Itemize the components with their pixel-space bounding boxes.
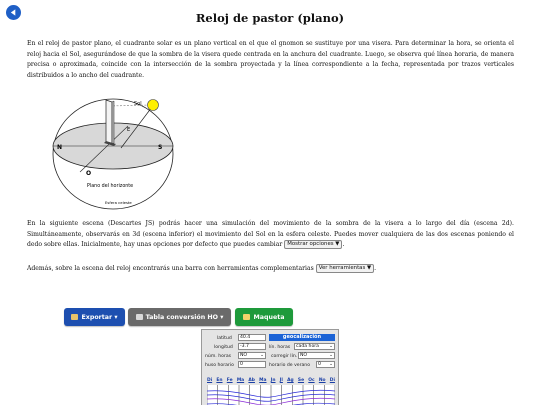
month-7[interactable]: Jl bbox=[279, 378, 283, 383]
shepherd-dial-plane bbox=[106, 100, 112, 144]
page-title: Reloj de pastor (plano) bbox=[195, 11, 345, 25]
month-4[interactable]: Ab bbox=[248, 378, 255, 383]
longitude-label: longitud bbox=[214, 344, 233, 350]
month-10[interactable]: Oc bbox=[308, 378, 315, 383]
conversion-table-label: Tabla conversión HO ▾ bbox=[145, 313, 224, 321]
hour-lines-select[interactable] bbox=[294, 343, 335, 350]
correct-lines-value: NO bbox=[300, 353, 308, 358]
date-lines bbox=[207, 385, 335, 405]
south-label: S bbox=[158, 144, 163, 151]
time-zone-label: huso horario bbox=[205, 362, 234, 368]
export-button[interactable] bbox=[64, 308, 125, 326]
simulation-text: En la siguiente escena (Descartes JS) podrás hacer una simulación del movimiento de la sombra de la visera a lo largo del día (escena 2d). Simultáneamente, observarás en 3d (escena inferior) el movimiento del Sol en la esfera celeste. Puedes mover cualquiera de las dos escenas poniendo el dedo sobre ellas. Inicialmente, hay unas opciones por defecto que puedes cambiar bbox=[27, 220, 514, 249]
sun-label: Sol bbox=[134, 101, 142, 107]
show-options-button[interactable]: Mostrar opciones ▼ bbox=[284, 240, 342, 249]
sundial-diagram bbox=[48, 92, 178, 210]
north-label: N bbox=[57, 144, 63, 151]
show-tools-button[interactable]: Ver herramientas ▼ bbox=[316, 264, 374, 273]
num-hours-label: núm. horas bbox=[205, 353, 232, 359]
chevron-down-icon: ⌄ bbox=[329, 353, 333, 358]
month-5[interactable]: Ma bbox=[259, 378, 267, 383]
latitude-label: latitud bbox=[217, 335, 232, 341]
model-button[interactable] bbox=[235, 308, 293, 326]
month-6[interactable]: Jn bbox=[270, 378, 276, 383]
month-11[interactable]: No bbox=[318, 378, 326, 383]
export-label: Exportar ▾ bbox=[81, 313, 118, 321]
month-2[interactable]: Fe bbox=[226, 378, 233, 383]
longitude-input[interactable]: -3.7 bbox=[238, 343, 266, 350]
celestial-sphere-label: Esfera celeste bbox=[105, 200, 132, 205]
download-icon bbox=[71, 314, 78, 320]
num-hours-value: NO bbox=[240, 353, 248, 358]
horizon-label: Plano del horizonte bbox=[87, 184, 134, 189]
month-12[interactable]: Di bbox=[329, 378, 335, 383]
latitude-input[interactable]: 40.4 bbox=[238, 334, 266, 341]
num-hours-select[interactable] bbox=[238, 352, 266, 359]
time-zone-input[interactable]: 0 bbox=[238, 361, 266, 368]
geolocation-button[interactable]: geocalización bbox=[269, 334, 335, 341]
controls-panel bbox=[201, 329, 339, 405]
hour-lines-label: lín. horas bbox=[269, 344, 291, 350]
month-9[interactable]: Se bbox=[297, 378, 305, 383]
correct-lines-label: corregir lín. bbox=[271, 353, 298, 359]
hour-lines-chart bbox=[207, 385, 335, 405]
month-3[interactable]: Ma bbox=[236, 378, 245, 383]
hour-lines-value: cada hora bbox=[296, 344, 319, 349]
east-label: E bbox=[127, 127, 131, 133]
month-1[interactable]: En bbox=[216, 378, 223, 383]
month-8[interactable]: Ag bbox=[287, 378, 294, 383]
chevron-down-icon: ⌄ bbox=[329, 344, 333, 349]
correct-lines-select[interactable] bbox=[298, 352, 335, 359]
month-selector bbox=[207, 378, 335, 383]
summer-time-label: horario de verano bbox=[269, 362, 311, 368]
tools-paragraph: Además, sobre la escena del reloj encontrarás una barra con herramientas complementarias Ver herramientas ▼ . bbox=[27, 265, 377, 272]
chevron-down-icon: ⌄ bbox=[329, 362, 333, 367]
summer-time-select[interactable] bbox=[316, 361, 335, 368]
ruler-icon bbox=[243, 314, 250, 320]
tools-text: Además, sobre la escena del reloj encontrarás una barra con herramientas complementarias bbox=[27, 265, 314, 272]
simulation-paragraph: En la siguiente escena (Descartes JS) podrás hacer una simulación del movimiento de la sombra de la visera a lo largo del día (escena 2d). Simultáneamente, observarás en 3d (escena inferior) el movimiento del Sol en la esfera celeste. Puedes mover cualquiera de las dos escenas poniendo el dedo sobre ellas. Inicialmente, hay unas opciones por defecto que puedes cambiar Mostrar opciones ▼ . bbox=[27, 220, 514, 249]
model-label: Maqueta bbox=[253, 313, 285, 321]
conversion-table-button[interactable] bbox=[128, 308, 231, 326]
month-0[interactable]: Di bbox=[207, 378, 213, 383]
chevron-down-icon: ⌄ bbox=[260, 353, 264, 358]
west-label: O bbox=[86, 170, 92, 177]
dial-side bbox=[112, 101, 114, 144]
summer-time-value: 0 bbox=[318, 362, 321, 367]
intro-paragraph: En el reloj de pastor plano, el cuadrante solar es un plano vertical en el que el gnomon se sustituye por una visera. Para determinar la hora, se orienta el reloj hacia el Sol, asegurándose de que la sombra de la visera quede centrada en la anchura del cuadrante. Luego, se observa qué línea horaria, de manera precisa o aproximada, coincide con la intersección de la sombra proyectada y la línea correspondiente a la fecha, representada por trazos verticales distribuidos a lo ancho del cuadrante. bbox=[27, 40, 514, 79]
table-icon bbox=[136, 314, 143, 320]
sun-icon bbox=[148, 100, 159, 111]
